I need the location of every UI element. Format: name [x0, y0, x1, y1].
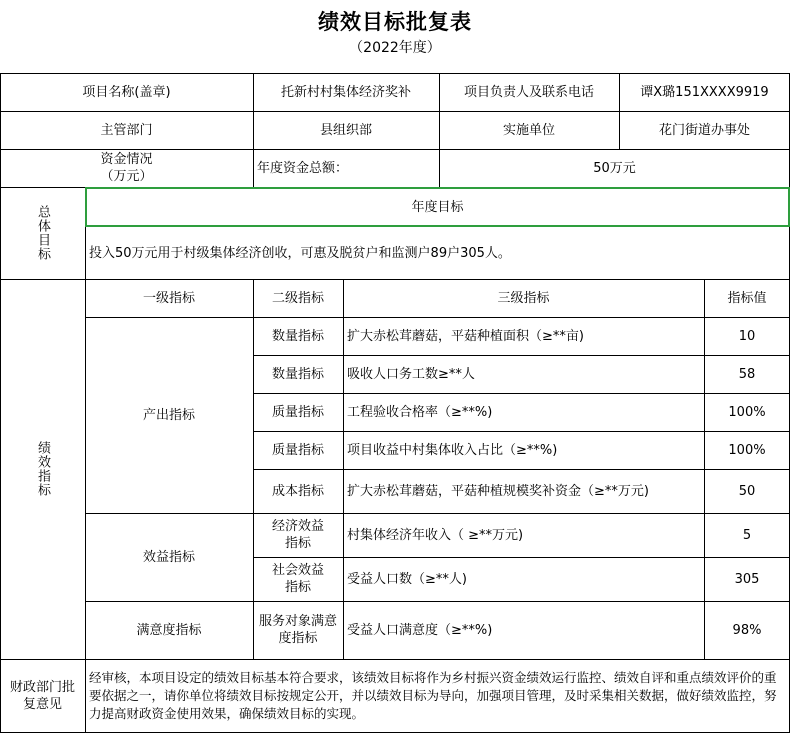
funds-label: [0, 149, 253, 187]
level3-cell: 吸收人口务工数≥**人: [347, 366, 475, 382]
header-level3: 三级指标: [497, 290, 550, 306]
annual-total-label: 年度资金总额：: [257, 160, 349, 176]
level2-cell: 成本指标: [271, 483, 324, 499]
level3-cell: 扩大赤松茸蘑菇，平菇种植面积（≥**亩): [347, 328, 584, 344]
level3-cell: 受益人口满意度（≥**%): [347, 622, 493, 638]
level2-cell: 经济效益指标: [271, 519, 324, 551]
level2-cell: 社会效益指标: [271, 563, 324, 595]
funds-label-line1: 资金情况: [100, 152, 153, 167]
impl-label: 实施单位: [502, 122, 555, 138]
annual-total-value: 50万元: [593, 160, 636, 176]
dept-label: 主管部门: [100, 122, 153, 138]
header-value: 指标值: [727, 290, 767, 306]
level3-cell: 受益人口数（≥**人): [347, 571, 467, 587]
level2-cell: 质量指标: [271, 404, 324, 420]
value-cell: 50: [738, 483, 756, 499]
level3-cell: 扩大赤松茸蘑菇，平菇种植规模奖补资金（≥**万元): [347, 483, 649, 499]
value-cell: 58: [738, 366, 756, 382]
opinion-text: 经审核，本项目设定的绩效目标基本符合要求，该绩效目标将作为乡村振兴资金绩效运行监控、绩效自评和重点绩效评价的重要依据之一，请你单位将绩效目标按规定公开，并以绩效目标为导向，加强项目管理，及时采集相关数据，做好绩效监控，努力提高财政资金使用效果，确保绩效目标的实现。: [89, 669, 777, 721]
project-name-label: 项目名称(盖章): [82, 84, 171, 100]
project-name: 托新村村集体经济奖补: [280, 84, 411, 100]
value-cell: 100%: [728, 442, 766, 458]
leader-value: 谭X璐151XXXX9919: [640, 84, 769, 100]
value-cell: 98%: [732, 622, 762, 638]
level3-cell: 村集体经济年收入（ ≥**万元): [347, 527, 524, 543]
dept-value: 县组织部: [319, 122, 372, 138]
level1-satisfaction: 满意度指标: [136, 622, 202, 638]
indicators-side-text: 绩效指标: [35, 441, 50, 497]
level2-cell: 服务对象满意度指标: [259, 614, 338, 646]
level2-cell: 数量指标: [271, 328, 324, 344]
value-cell: 10: [738, 328, 756, 344]
level3-cell: 工程验收合格率（≥**%): [347, 404, 493, 420]
goal-text: 投入50万元用于村级集体经济创收，可惠及脱贫户和监测户89户305人。: [89, 245, 511, 261]
value-cell: 305: [734, 571, 760, 587]
level3-cell: 项目收益中村集体收入占比（≥**%): [347, 442, 558, 458]
opinion-label: 财政部门批复意见: [10, 679, 76, 712]
impl-value: 花门街道办事处: [658, 122, 750, 138]
funds-label-line2: （万元）: [100, 169, 153, 184]
value-cell: 100%: [728, 404, 766, 420]
header-level2: 二级指标: [271, 290, 324, 306]
level2-cell: 数量指标: [271, 366, 324, 382]
leader-label: 项目负责人及联系电话: [463, 84, 594, 100]
value-cell: 5: [742, 527, 752, 543]
form-year: （2022年度）: [349, 40, 441, 56]
annual-goal-label: 年度目标: [411, 199, 464, 215]
level1-output: 产出指标: [142, 407, 195, 423]
level1-benefit: 效益指标: [142, 549, 195, 565]
overall-goal-side-label: [0, 187, 85, 279]
indicators-side-label: [0, 279, 85, 659]
header-level1: 一级指标: [142, 290, 195, 306]
level2-cell: 质量指标: [271, 442, 324, 458]
form-title: 绩效目标批复表: [318, 10, 472, 34]
overall-goal-side-text: 总体目标: [35, 205, 50, 261]
